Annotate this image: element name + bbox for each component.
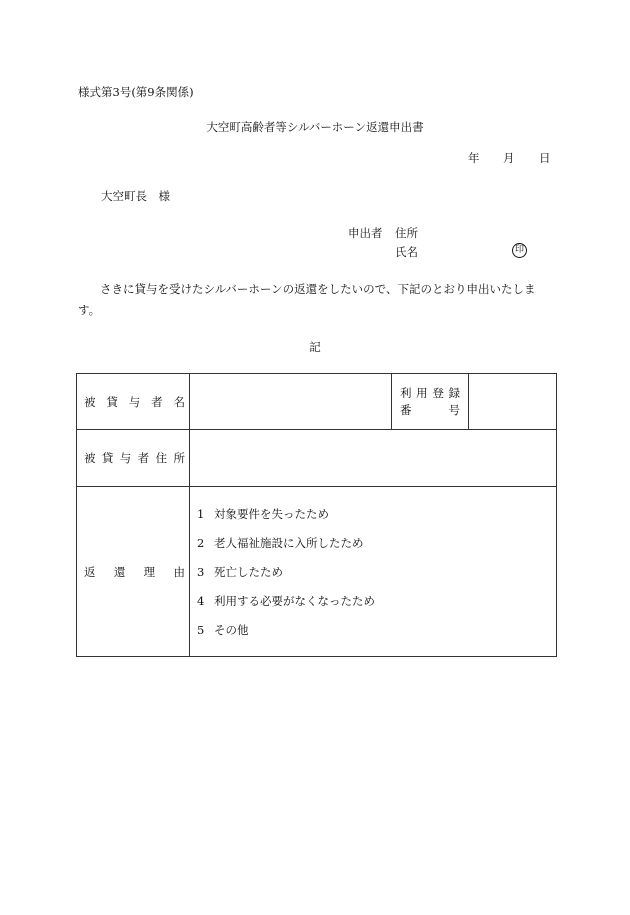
date-year-label: 年 bbox=[468, 151, 480, 165]
registration-number-label-line1 bbox=[400, 385, 460, 402]
return-form-table bbox=[76, 373, 557, 657]
reason-number: 2 bbox=[197, 536, 205, 550]
return-reason-label bbox=[84, 564, 189, 580]
ki-heading: 記 bbox=[309, 340, 321, 354]
reason-number: 1 bbox=[197, 507, 205, 521]
return-reason-label-cell bbox=[77, 487, 190, 657]
reason-option[interactable] bbox=[197, 500, 556, 529]
reason-list bbox=[190, 487, 556, 656]
label-char: 住 bbox=[155, 451, 168, 465]
reason-number: 3 bbox=[197, 565, 205, 579]
reason-option[interactable] bbox=[197, 587, 556, 616]
label-char: 用 bbox=[416, 385, 428, 400]
registration-number-label-cell bbox=[392, 374, 469, 430]
reason-text: 死亡したため bbox=[214, 565, 283, 579]
reason-number: 4 bbox=[197, 594, 205, 608]
borrower-name-row bbox=[77, 374, 557, 430]
borrower-name-field[interactable] bbox=[190, 374, 392, 430]
reason-text: 対象要件を失ったため bbox=[214, 507, 329, 521]
borrower-name-label bbox=[84, 394, 189, 410]
document-title: 大空町高齢者等シルバーホーン返還申出書 bbox=[206, 120, 424, 134]
borrower-address-label bbox=[84, 450, 189, 466]
label-char: 被 bbox=[84, 451, 96, 465]
label-char: 与 bbox=[128, 394, 141, 409]
label-char: 所 bbox=[173, 451, 185, 465]
label-char: 還 bbox=[113, 564, 126, 579]
borrower-address-label-cell bbox=[77, 430, 190, 487]
reason-option[interactable] bbox=[197, 616, 556, 645]
body-text: さきに貸与を受けたシルバーホーンの返還をしたいので、下記のとおり申出いたします。 bbox=[78, 282, 536, 317]
reason-number: 5 bbox=[197, 623, 205, 637]
registration-number-label-line2 bbox=[400, 402, 460, 419]
label-char: 者 bbox=[151, 394, 163, 409]
form-number: 様式第3号(第9条関係) bbox=[78, 85, 194, 99]
date-day-label: 日 bbox=[539, 151, 551, 165]
label-char: 与 bbox=[119, 451, 132, 465]
label-char: 由 bbox=[173, 564, 185, 579]
label-char: 登 bbox=[432, 385, 444, 400]
label-char: 利 bbox=[400, 385, 412, 400]
seal-mark: 印 bbox=[512, 243, 527, 258]
label-char: 貸 bbox=[101, 451, 114, 465]
reason-text: 利用する必要がなくなったため bbox=[214, 594, 375, 608]
label-char: 理 bbox=[143, 564, 156, 579]
return-reason-options bbox=[190, 487, 557, 657]
reason-option[interactable] bbox=[197, 529, 556, 558]
label-char: 録 bbox=[448, 385, 460, 400]
applicant-label: 申出者 bbox=[348, 226, 383, 240]
label-char: 被 bbox=[84, 394, 96, 409]
name-label: 氏名 bbox=[395, 245, 418, 259]
borrower-address-row bbox=[77, 430, 557, 487]
label-char: 者 bbox=[137, 451, 150, 465]
label-char: 名 bbox=[173, 394, 185, 409]
label-char: 番 bbox=[400, 402, 412, 417]
date-month-label: 月 bbox=[503, 151, 515, 165]
registration-number-field[interactable] bbox=[469, 374, 557, 430]
return-reason-row bbox=[77, 487, 557, 657]
reason-text: 老人福祉施設に入所したため bbox=[214, 536, 364, 550]
address-label: 住所 bbox=[395, 226, 418, 240]
reason-option[interactable] bbox=[197, 558, 556, 587]
label-char: 貸 bbox=[106, 394, 118, 409]
addressee: 大空町長 様 bbox=[101, 189, 170, 203]
label-char: 返 bbox=[84, 564, 96, 579]
borrower-name-label-cell bbox=[77, 374, 190, 430]
reason-text: その他 bbox=[214, 623, 249, 637]
label-char: 号 bbox=[448, 402, 460, 417]
borrower-address-field[interactable] bbox=[190, 430, 557, 487]
